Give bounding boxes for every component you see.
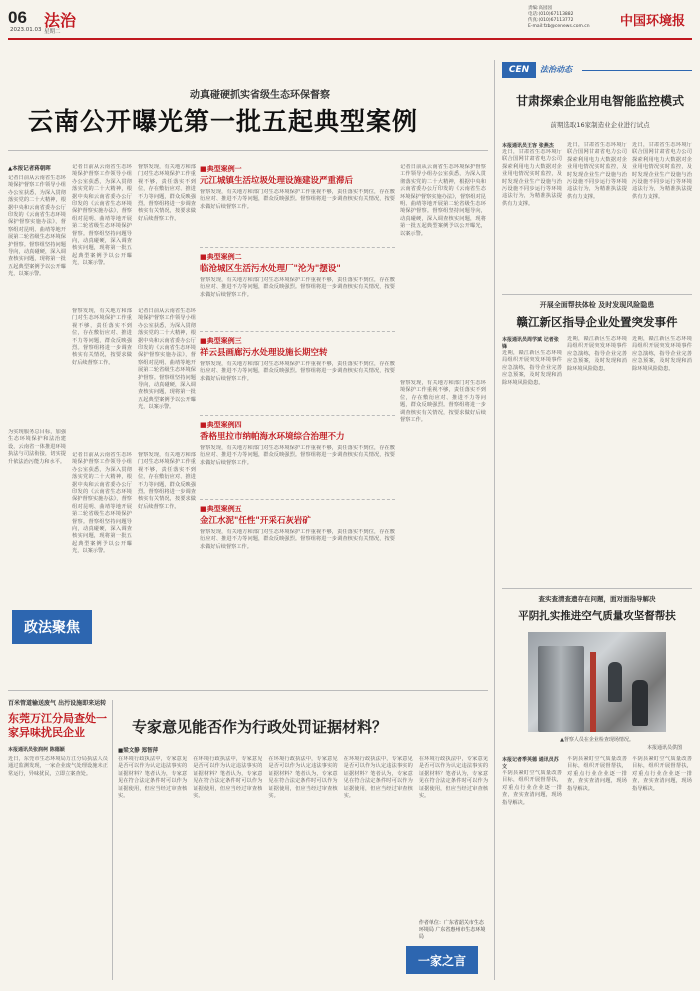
- photo-credit: 本报通讯员供图: [646, 745, 682, 751]
- case-text: 督察发现，有关地方和部门对生态环境保护工作重视不够，责任落实不到位，存在敷衍应对、推进不力等问题，群众反映强烈。督察组将进一步调查核实有关情况，按要求做好后续督察工作。: [200, 277, 395, 298]
- page-header: [8, 6, 692, 36]
- sidebar-text: 为实现服务总目标，加强生态环境保护和法治建设，云南省一体推进环境执法与司法衔接，切实提升依法治污能力和水平。: [8, 429, 66, 465]
- opinion-column: 在环境行政执法中，专家意见是否可以作为认定违法事实的证据材料？笔者认为，专家意见在符合法定条件时可以作为证据使用，但应当经过审查核实。: [268, 756, 338, 800]
- ganjiang-kicker: 开展全面帮扶体检 及时发现风险隐患: [539, 301, 655, 309]
- column-rule: [494, 60, 495, 980]
- case-tag: ■典型案例三: [200, 337, 242, 345]
- opinion-column: 在环境行政执法中，专家意见是否可以作为认定违法事实的证据材料？笔者认为，专家意见在符合法定条件时可以作为证据使用，但应当经过审查核实。: [343, 756, 413, 800]
- editor-line: 传真:(010)67113772: [528, 18, 574, 23]
- gansu-text: 近日，甘肃省生态环境厅联合国网甘肃省电力公司探索利用电力大数据对企业用电情况实时监控，及时发现企业生产设施与治污设施不同步运行等环境违法行为，为精准执法提供有力支撑。: [632, 142, 692, 200]
- gansu-subhead: 前期选取16家制造业企业进行试点: [550, 121, 650, 129]
- gansu-text: 近日，甘肃省生态环境厅联合国网甘肃省电力公司探索利用电力大数据对企业用电情况实时监控，及时发现企业生产设施与治污设施不同步运行等环境违法行为，为精准执法提供有力支撑。: [502, 149, 562, 207]
- section-label-zhengfa: 政法聚焦: [12, 610, 92, 644]
- inspector-figure: [608, 662, 622, 702]
- editor-line: E-mail:fzb@cenews.com.cn: [528, 24, 590, 29]
- inspection-photo: [528, 632, 666, 732]
- case-tag: ■典型案例四: [200, 421, 242, 429]
- case-item: [200, 164, 395, 248]
- editor-info: [528, 6, 618, 30]
- header-rule: [8, 38, 692, 40]
- pingyin-text: 平阴县紧盯空气质量改善目标，组织开展督帮扶，对重点行业企业逐一排查，查实查清问题，现场指导解决。: [632, 756, 692, 792]
- ganjiang-headline: 赣江新区指导企业处置突发事件: [516, 315, 678, 329]
- gansu-col: [502, 142, 562, 290]
- section-divider: [502, 294, 692, 295]
- gansu-body: [502, 142, 692, 290]
- case-item: [200, 332, 395, 416]
- story-body: 近日，东莞市生态环境局万江分局执法人员通过监测发现，一家企业废气处理设施未正常运行，异味扰民，立即立案查处。: [8, 756, 108, 777]
- lead-body-cont: 督察发现，有关地方和部门对生态环境保护工作重视不够，责任落实不到位，存在敷衍应对、推进不力等问题，群众反映强烈。督察组将进一步调查核实有关情况，按要求做好后续督察工作。: [72, 308, 132, 366]
- cen-logo: CEN: [502, 62, 536, 78]
- lead-divider: [8, 150, 488, 151]
- ganjiang-text: 近期，赣江新区生态环境局组织开展突发环境事件应急演练，指导企业完善应急预案，及时发现和消除环境风险隐患。: [567, 336, 627, 372]
- section-label-opinion: 一家之言: [406, 946, 478, 974]
- lead-body-cont: 督察发现，有关地方和部门对生态环境保护工作重视不够，责任落实不到位，存在敷衍应对、推进不力等问题，群众反映强烈。督察组将进一步调查核实有关情况，按要求做好后续督察工作。: [138, 452, 196, 510]
- editor-line: 责编:高园园: [528, 6, 553, 11]
- lead-body-cont: 记者日前从云南省生态环境保护督察工作领导小组办公室获悉，为深入贯彻落实党的二十大精神，根据中央和云南省委办公厅印发的《云南省生态环境保护督察实施办法》，督察组对昆明、曲靖等地开展第二轮省级生态环境保护督察。督察组坚持问题导向，动真碰硬，深入调查核实问题，现将第一批五起典型案例予以公开曝光，以案示警。: [400, 164, 486, 237]
- pingyin-body: [502, 756, 692, 984]
- photo-caption: ▲督察人员在企业检查现场情况。: [560, 737, 634, 743]
- case-title: 元江城镇生活垃圾处理设施建设严重滞后: [200, 176, 354, 186]
- case-item: [200, 248, 395, 332]
- issue-date: 2023.01.03: [10, 27, 42, 33]
- case-title: 临沧城区生活污水处理厂"沦为"摆设": [200, 264, 341, 274]
- lead-body-cont: 记者日前从云南省生态环境保护督察工作领导小组办公室获悉，为深入贯彻落实党的二十大精神，根据中央和云南省委办公厅印发的《云南省生态环境保护督察实施办法》，督察组对昆明、曲靖等地开展第二轮省级生态环境保护督察。督察组坚持问题导向，动真碰硬，深入调查核实问题，现将第一批五起典型案例予以公开曝光，以案示警。: [72, 164, 132, 267]
- lead-byline: ▲本报记者蒋朝晖: [8, 166, 51, 172]
- case-title: 祥云县画廊污水处理设施长期空转: [200, 348, 328, 358]
- lead-column-right: [400, 164, 486, 600]
- issue-weekday: 星期二: [44, 29, 61, 35]
- case-text: 督察发现，有关地方和部门对生态环境保护工作重视不够，责任落实不到位，存在敷衍应对、推进不力等问题，群众反映强烈。督察组将进一步调查核实有关情况，按要求做好后续督察工作。: [200, 529, 395, 550]
- brand-logo: 中国环境报: [620, 14, 686, 29]
- section-name: 法治: [44, 11, 77, 30]
- case-tag: ■典型案例五: [200, 505, 242, 513]
- case-item: [200, 500, 395, 590]
- opinion-headline: 专家意见能否作为行政处罚证据材料？: [132, 718, 388, 736]
- ganjiang-text: 近期，赣江新区生态环境局组织开展突发环境事件应急演练，指导企业完善应急预案，及时发现和消除环境风险隐患。: [502, 350, 562, 386]
- inspector-figure: [632, 680, 648, 726]
- story-byline: 本报通讯员王容 张燕杰: [502, 143, 554, 149]
- lead-body-cont: 督察发现，有关地方和部门对生态环境保护工作重视不够，责任落实不到位，存在敷衍应对、推进不力等问题，群众反映强烈。督察组将进一步调查核实有关情况，按要求做好后续督察工作。: [400, 380, 486, 424]
- lead-intro-column: [8, 164, 66, 594]
- banner-line: [582, 70, 692, 71]
- story-byline: 本报通讯员张润柯 陈德颖: [8, 747, 65, 753]
- gansu-text: 近日，甘肃省生态环境厅联合国网甘肃省电力公司探索利用电力大数据对企业用电情况实时监控，及时发现企业生产设施与治污设施不同步运行等环境违法行为，为精准执法提供有力支撑。: [567, 142, 627, 200]
- pingyin-kicker: 查实查清查遗存在问题，面对面指导解决: [538, 595, 656, 603]
- ganjiang-col: [502, 336, 562, 582]
- page-number: 06: [8, 8, 27, 27]
- lead-column-3: [138, 164, 196, 594]
- story-byline: 本报通讯员周学斌 记者张锋: [502, 337, 559, 350]
- section-divider: [8, 690, 488, 691]
- opinion-column: 在环境行政执法中，专家意见是否可以作为认定违法事实的证据材料？笔者认为，专家意见在符合法定条件时可以作为证据使用，但应当经过审查核实。: [193, 756, 263, 800]
- pingyin-text: 平阴县紧盯空气质量改善目标，组织开展督帮扶，对重点行业企业逐一排查，查实查清问题，现场指导解决。: [567, 756, 627, 792]
- case-text: 督察发现，有关地方和部门对生态环境保护工作重视不够，责任落实不到位，存在敷衍应对、推进不力等问题，群众反映强烈。督察组将进一步调查核实有关情况，按要求做好后续督察工作。: [200, 189, 395, 210]
- case-title: 金江水泥"任性"开采石灰岩矿: [200, 516, 311, 526]
- story-headline: 东莞万江分局查处一家异味扰民企业: [8, 712, 107, 739]
- lead-body-cont: 记者日前从云南省生态环境保护督察工作领导小组办公室获悉，为深入贯彻落实党的二十大精神，根据中央和云南省委办公厅印发的《云南省生态环境保护督察实施办法》，督察组对昆明、曲靖等地开展第二轮省级生态环境保护督察。督察组坚持问题导向，动真碰硬，深入调查核实问题，现将第一批五起典型案例予以公开曝光，以案示警。: [138, 308, 196, 411]
- section-divider: [502, 588, 692, 589]
- pingyin-text: 平阴县紧盯空气质量改善目标，组织开展督帮扶，对重点行业企业逐一排查，查实查清问题，现场指导解决。: [502, 770, 562, 806]
- story-dongguan: [8, 700, 108, 980]
- column-name: 法治动态: [540, 65, 572, 74]
- story-byline: 本报记者季英德 通讯员苏文: [502, 757, 559, 770]
- ladder-rail: [590, 652, 596, 732]
- gansu-headline: 甘肃探索企业用电智能监控模式: [515, 94, 684, 108]
- storage-tank: [538, 646, 584, 732]
- story-kicker: 百米管道输送废气 出污设施即来运转: [8, 700, 107, 707]
- case-tag: ■典型案例二: [200, 253, 242, 261]
- lead-kicker: 动真碰硬抓实省级生态环保督察: [190, 90, 330, 101]
- case-title: 香格里拉市纳帕海水环境综合治理不力: [200, 432, 345, 442]
- opinion-column: 在环境行政执法中，专家意见是否可以作为认定违法事实的证据材料？笔者认为，专家意见在符合法定条件时可以作为证据使用，但应当经过审查核实。: [118, 756, 188, 800]
- case-item: [200, 416, 395, 500]
- column-rule: [112, 700, 113, 980]
- lead-column-2: [72, 164, 132, 594]
- opinion-author-note: 作者单位：广东省韶关市生态环境局 广东省惠州市生态环境局: [418, 920, 486, 940]
- opinion-column: 在环境行政执法中，专家意见是否可以作为认定违法事实的证据材料？笔者认为，专家意见在符合法定条件时可以作为证据使用，但应当经过审查核实。: [418, 756, 489, 800]
- column-banner: [502, 62, 692, 80]
- opinion-byline: ■梁文静 郑智萍: [118, 748, 159, 754]
- cases-block: [200, 164, 395, 600]
- lead-body: 记者日前从云南省生态环境保护督察工作领导小组办公室获悉，为深入贯彻落实党的二十大精神，根据中央和云南省委办公厅印发的《云南省生态环境保护督察实施办法》，督察组对昆明、曲靖等地开展第二轮省级生态环境保护督察。督察组坚持问题导向，动真碰硬，深入调查核实问题，现将第一批五起典型案例予以公开曝光，以案示警。: [8, 175, 66, 278]
- ganjiang-text: 近期，赣江新区生态环境局组织开展突发环境事件应急演练，指导企业完善应急预案，及时发现和消除环境风险隐患。: [632, 336, 692, 372]
- ganjiang-body: [502, 336, 692, 582]
- pingyin-col: [502, 756, 562, 984]
- lead-body-cont: 督察发现，有关地方和部门对生态环境保护工作重视不够，责任落实不到位，存在敷衍应对、推进不力等问题，群众反映强烈。督察组将进一步调查核实有关情况，按要求做好后续督察工作。: [138, 164, 196, 222]
- case-text: 督察发现，有关地方和部门对生态环境保护工作重视不够，责任落实不到位，存在敷衍应对、推进不力等问题，群众反映强烈。督察组将进一步调查核实有关情况，按要求做好后续督察工作。: [200, 445, 395, 466]
- lead-body-cont: 记者日前从云南省生态环境保护督察工作领导小组办公室获悉，为深入贯彻落实党的二十大精神，根据中央和云南省委办公厅印发的《云南省生态环境保护督察实施办法》，督察组对昆明、曲靖等地开展第二轮省级生态环境保护督察。督察组坚持问题导向，动真碰硬，深入调查核实问题，现将第一批五起典型案例予以公开曝光，以案示警。: [72, 452, 132, 555]
- lead-headline: 云南公开曝光第一批五起典型案例: [28, 107, 419, 136]
- pingyin-headline: 平阴扎实推进空气质量攻坚督帮扶: [518, 610, 676, 622]
- case-text: 督察发现，有关地方和部门对生态环境保护工作重视不够，责任落实不到位，存在敷衍应对、推进不力等问题，群众反映强烈。督察组将进一步调查核实有关情况，按要求做好后续督察工作。: [200, 361, 395, 382]
- editor-line: 电话:(010)67113882: [528, 12, 574, 17]
- case-tag: ■典型案例一: [200, 165, 242, 173]
